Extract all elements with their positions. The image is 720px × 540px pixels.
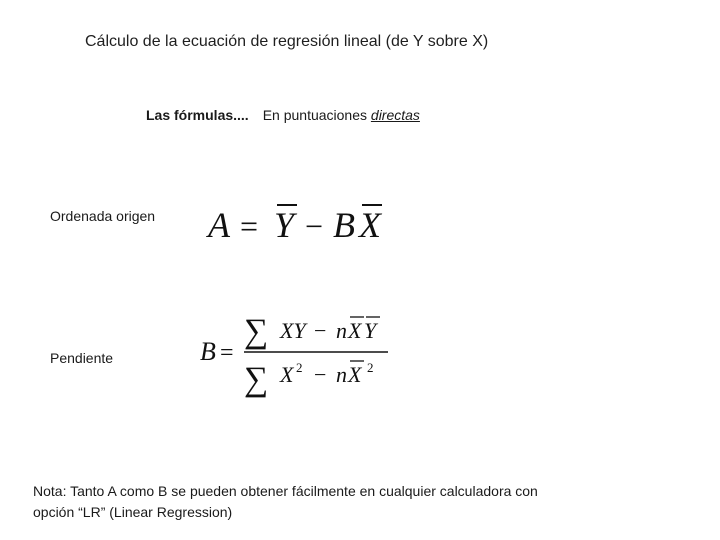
slope-equals: =: [220, 340, 234, 366]
numerator-x-mean: X: [348, 318, 362, 343]
formula-lhs-b: B: [200, 337, 216, 366]
denominator-sum-sign: ∑: [244, 361, 269, 398]
formula-equals: =: [240, 208, 259, 244]
denominator-minus: −: [314, 362, 327, 387]
formula-minus: −: [305, 208, 324, 244]
formula-lhs-a: A: [208, 205, 230, 245]
scores-emphasis: directas: [370, 107, 420, 123]
note-line-2: opción “LR” (Linear Regression): [33, 504, 233, 520]
formula-coef-b: B: [333, 205, 355, 245]
numerator-n: n: [336, 318, 347, 343]
numerator-sum-sign: ∑: [244, 313, 269, 350]
formulas-header: [146, 107, 420, 123]
page-title: Cálculo de la ecuación de regresión lineal (de Y sobre X): [85, 33, 489, 50]
scores-prefix: En puntuaciones: [262, 107, 371, 123]
numerator-xy: XY: [280, 318, 306, 343]
intercept-label: Ordenada origen: [50, 208, 156, 224]
formula-x-mean: X: [359, 205, 381, 245]
denominator-x-exponent: 2: [296, 360, 303, 375]
note-line-1: Nota: Tanto A como B se pueden obtener fácilmente en cualquier calculadora con: [33, 483, 538, 499]
formulas-label: Las fórmulas....: [146, 107, 249, 123]
numerator-minus: −: [314, 318, 327, 343]
denominator-x-mean: X: [348, 362, 362, 387]
intercept-formula: [200, 195, 400, 250]
note: [33, 481, 538, 523]
numerator-y-mean: Y: [364, 318, 377, 343]
denominator-mean-exponent: 2: [367, 360, 374, 375]
slope-label: Pendiente: [50, 350, 114, 366]
denominator-x: X: [280, 362, 294, 387]
slope-formula: [198, 308, 398, 400]
denominator-n: n: [336, 362, 347, 387]
formula-y-mean: Y: [274, 205, 295, 245]
